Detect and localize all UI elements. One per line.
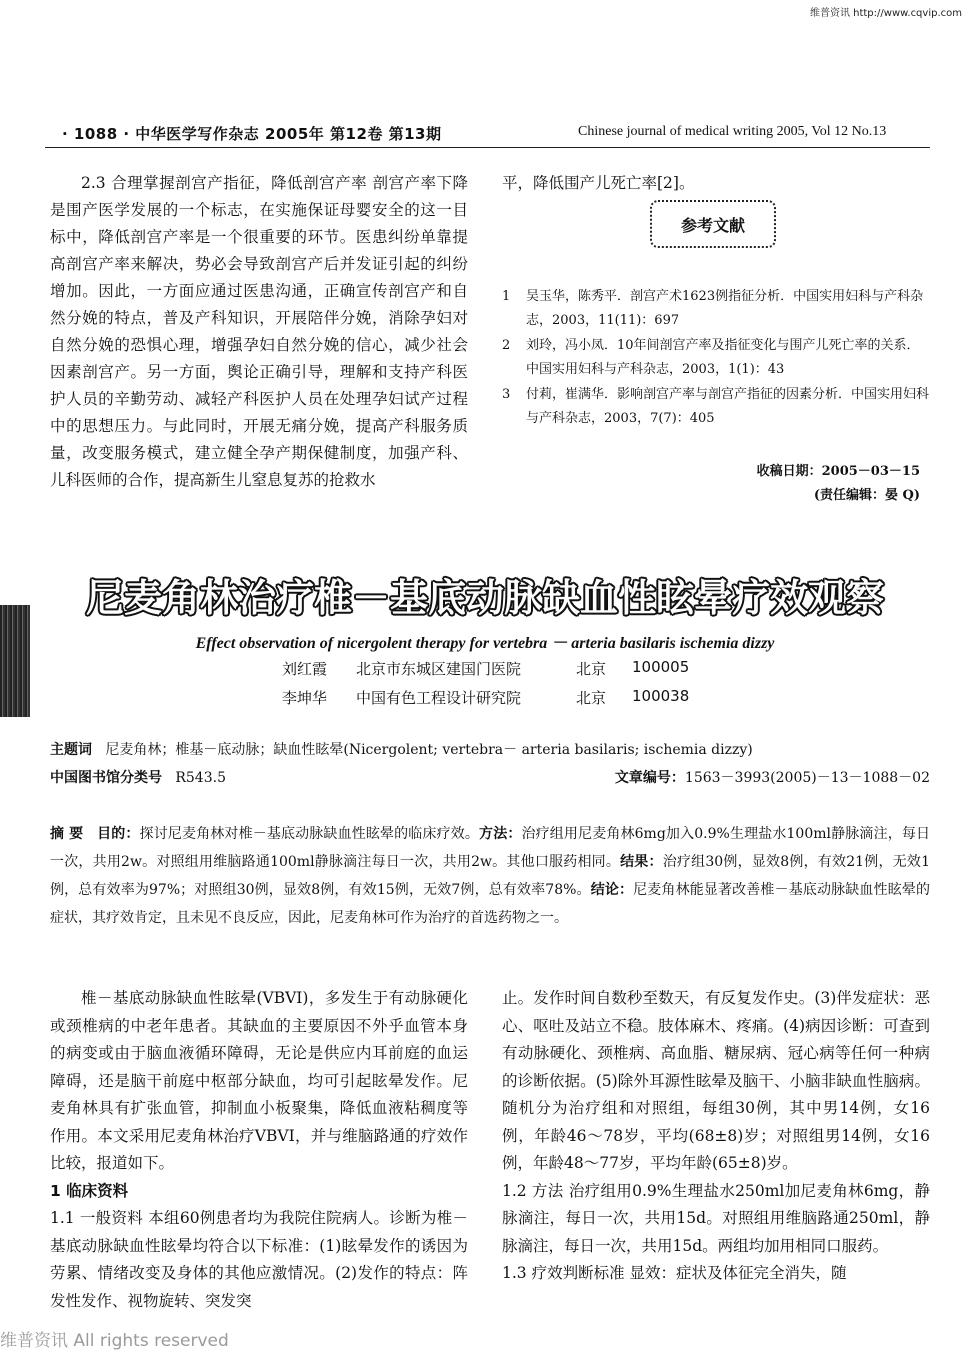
author-org: 北京市东城区建国门医院	[356, 660, 522, 678]
reference-item	[502, 383, 930, 431]
article-number-label: 文章编号：	[614, 770, 685, 786]
section-1-1-paragraph: 1.1 一般资料 本组60例患者均为我院住院病人。诊断为椎－基底动脉缺血性眩晕均符合以下标准：(1)眩晕发作的诱因为劳累、情绪改变及身体的其他应激情况。(2)发作的特点：阵发性发作、视物旋转、突发突	[50, 1209, 468, 1310]
conclusion-text: 尼麦角林能显著改善椎－基底动脉缺血性眩晕的症状，其疗效肯定，且未见不良反应，因此，尼麦角林可作为治疗的首选药物之一。	[50, 882, 931, 926]
author-name: 刘红霞	[282, 660, 328, 678]
section-1-2-paragraph: 1.2 方法 治疗组用0.9%生理盐水250ml加尼麦角林6mg，静脉滴注，每日一次，共用15d。对照组用维脑路通250ml，静脉滴注，每日一次，共用15d。两组均加用相同口服药。	[502, 1181, 930, 1255]
section-2-3-cont-text: 平，降低围产儿死亡率[2]。	[502, 174, 695, 192]
author-org: 中国有色工程设计研究院	[356, 689, 522, 707]
watermark: 维普资讯 All rights reserved	[0, 1331, 229, 1351]
author-line	[282, 687, 689, 708]
method-text: 治疗组用尼麦角林6mg加入0.9%生理盐水100ml静脉滴注，每日一次，共用2w。对照组用维脑路通100ml静脉滴注每日一次，共用2w。其他口服药相同。	[50, 826, 931, 870]
purpose-text: 探讨尼麦角林对椎－基底动脉缺血性眩晕的临床疗效。	[139, 826, 480, 842]
author-line	[282, 658, 689, 679]
article-subtitle-english: Effect observation of nicergolent therapy for vertebra － arteria basilaris ischemia dizzy	[195, 635, 775, 652]
references-title: 参考文献	[680, 215, 745, 235]
purpose-label: 目的：	[97, 826, 140, 842]
author-city: 北京	[576, 660, 607, 678]
reference-text: 付莉，崔满华．影响剖宫产率与剖宫产指征的因素分析．中国实用妇科与产科杂志，2003，7(7)：405	[526, 387, 930, 426]
abstract-label: 摘 要	[50, 826, 84, 842]
author-city: 北京	[576, 689, 607, 707]
article-number: 1563－3993(2005)－13－1088－02	[684, 770, 930, 786]
abstract	[50, 820, 930, 932]
site-note: 维普资讯 http://www.cqvip.com	[809, 8, 962, 19]
section-1-heading: 1 临床资料	[50, 1181, 129, 1200]
body-left-column	[50, 985, 468, 1315]
conclusion-label: 结论：	[590, 882, 634, 898]
keywords-text: 尼麦角林；椎基－底动脉；缺血性眩晕(Nicergolent; vertebra－ arteria basilaris; ischemia dizzy)	[105, 742, 753, 758]
author-zip: 100038	[632, 687, 690, 705]
intro-paragraph: 椎－基底动脉缺血性眩晕(VBVI)，多发生于有动脉硬化或颈椎病的中老年患者。其缺血的主要原因不外乎血管本身的病变或由于脑血液循环障碍，无论是供应内耳前庭的血运障碍，还是脑干前庭中枢部分缺血，均可引起眩晕发作。尼麦角林具有扩张血管，抑制血小板聚集，降低血液粘稠度等作用。本文采用尼麦角林治疗VBVI，并与维脑路通的疗效作比较，报道如下。	[50, 989, 468, 1172]
section-1-1-continued: 止。发作时间自数秒至数天，有反复发作史。(3)伴发症状：恶心、呕吐及站立不稳。肢体麻木、疼痛。(4)病因诊断：可查到有动脉硬化、颈椎病、高血脂、糖尿病、冠心病等任何一种病的诊断依据。(5)除外耳源性眩晕及脑干、小脑非缺血性脑病。随机分为治疗组和对照组，每组30例，其中男14例，女16例，年龄46～78岁，平均(68±8)岁；对照组男14例，女16例，年龄48～77岁，平均年龄(65±8)岁。	[502, 989, 930, 1172]
section-2-3-continued	[502, 170, 930, 197]
received-info	[757, 460, 920, 508]
keywords-label: 主题词	[50, 742, 92, 758]
running-header-left: · 1088 · 中华医学写作杂志 2005年 第12卷 第13期	[62, 125, 442, 143]
keywords-line	[50, 739, 930, 759]
reference-text: 刘玲，冯小凤．10年间剖宫产率及指征变化与围产儿死亡率的关系．中国实用妇科与产科杂志，2003，1(1)：43	[526, 338, 920, 377]
header-rule	[45, 147, 930, 148]
class-value: R543.5	[175, 770, 226, 786]
references-list	[502, 285, 930, 432]
result-label: 结果：	[620, 854, 663, 870]
reference-number: 3	[502, 387, 511, 402]
responsible-editor: (责任编辑：晏 Q)	[813, 488, 920, 503]
result-text: 治疗组30例，显效8例，有效21例，无效1例，总有效率为97%；对照组30例，显效8例，有效15例，无效7例，总有效率78%。	[50, 854, 930, 898]
reference-number: 1	[502, 289, 511, 304]
section-1-3-paragraph: 1.3 疗效判断标准 显效：症状及体征完全消失，随	[502, 1264, 847, 1282]
section-2-3-text: 2.3 合理掌握剖宫产指征，降低剖宫产率 剖宫产率下降是围产医学发展的一个标志，在实施保证母婴安全的这一目标中，降低剖宫产率是一个很重要的环节。医患纠纷单靠提高剖宫产率来解决，势必会导致剖宫产后并发证引起的纠纷增加。因此，一方面应通过医患沟通，正确宣传剖宫产和自然分娩的特点，普及产科知识，开展陪伴分娩，消除孕妇对自然分娩的恐惧心理，增强孕妇自然分娩的信心，减少社会因素剖宫产。另一方面，舆论正确引导，理解和支持产科医护人员的辛勤劳动、减轻产科医护人员在处理孕妇试产过程中的思想压力。与此同时，开展无痛分娩，提高产科服务质量，改变服务模式，建立健全孕产期保健制度，加强产科、儿科医师的合作，提高新生儿窒息复苏的抢救水	[50, 174, 468, 489]
section-2-3	[50, 170, 468, 494]
reference-text: 吴玉华，陈秀平．剖宫产术1623例指征分析．中国实用妇科与产科杂志，2003，11(11)：697	[526, 289, 924, 328]
class-label: 中国图书馆分类号	[50, 770, 162, 786]
article-title: 尼麦角林治疗椎－基底动脉缺血性眩晕疗效观察	[85, 575, 884, 620]
reference-item	[502, 334, 930, 382]
received-date: 收稿日期：2005－03－15	[756, 464, 920, 479]
running-header-right: Chinese journal of medical writing 2005, Vol 12 No.13	[578, 124, 887, 139]
body-right-column	[502, 985, 930, 1288]
classification-line	[50, 767, 930, 787]
method-label: 方法：	[479, 826, 522, 842]
reference-number: 2	[502, 338, 511, 353]
references-title-box	[650, 200, 776, 248]
author-name: 李坤华	[282, 689, 328, 707]
reference-item	[502, 285, 930, 333]
author-zip: 100005	[632, 658, 690, 676]
